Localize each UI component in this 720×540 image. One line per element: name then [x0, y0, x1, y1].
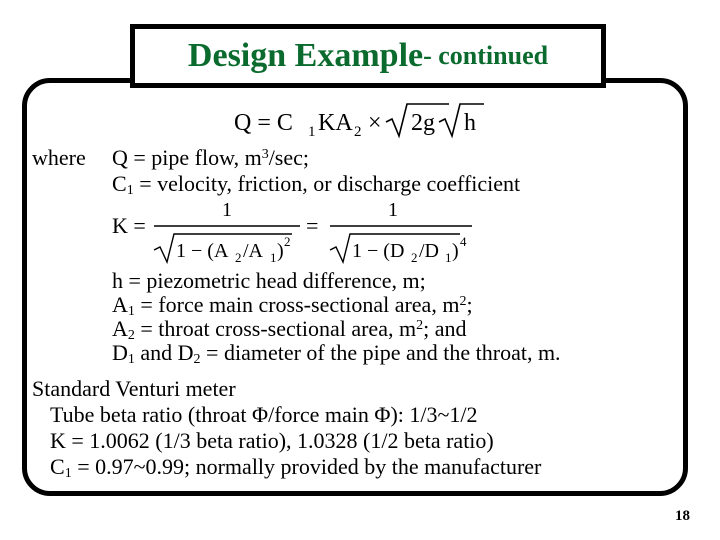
svg-text:/D: /D [419, 240, 439, 262]
svg-text:1: 1 [388, 199, 398, 221]
svg-text:2: 2 [235, 250, 242, 265]
svg-text:×: × [368, 110, 382, 136]
svg-text:KA: KA [318, 110, 353, 136]
title-box [130, 24, 606, 88]
k-equation [110, 198, 480, 266]
svg-text:1: 1 [445, 250, 452, 265]
slide-title: Design Example [187, 37, 424, 74]
svg-text:2: 2 [411, 250, 418, 265]
main-equation [234, 96, 494, 142]
svg-text:=: = [306, 213, 319, 238]
page-number: 18 [675, 508, 690, 524]
slide-subtitle: - continued [423, 41, 549, 70]
svg-text:/A: /A [243, 240, 263, 262]
svg-text:1: 1 [308, 124, 316, 140]
svg-text:h: h [464, 110, 476, 136]
h-definition: h = piezometric head difference, m; [112, 268, 426, 293]
standard-heading: Standard Venturi meter [32, 376, 236, 401]
svg-text:): ) [277, 240, 284, 262]
svg-text:1: 1 [222, 199, 232, 221]
c1-values-line: $C_1$ = 0.97~0.99; normally provided by the manufacturer [50, 454, 542, 481]
svg-text:2: 2 [354, 124, 362, 140]
svg-text:K =: K = [112, 213, 146, 238]
where-label: where [32, 145, 86, 170]
svg-text:): ) [452, 240, 459, 262]
svg-text:1 − (D: 1 − (D [352, 240, 405, 262]
a1-definition: $A_1$ = force main cross-sectional area, $m^2$; [112, 292, 473, 319]
svg-text:1 − (A: 1 − (A [176, 240, 229, 262]
svg-text:1: 1 [270, 250, 277, 265]
a2-definition: $A_2$ = throat cross-sectional area, $m^2$; and [112, 316, 467, 343]
svg-text:2g: 2g [411, 110, 435, 136]
q-definition: Q = pipe flow, $m^3/\sec$; [112, 145, 310, 170]
d-definition: $D_1$ and $D_2$ = diameter of the pipe and the throat, m. [112, 340, 561, 367]
beta-ratio-line: Tube beta ratio (throat Φ/force main Φ): 1/3~1/2 [50, 402, 478, 427]
svg-text:4: 4 [460, 234, 467, 249]
c1-definition: $C_1$ = velocity, friction, or discharge coefficient [112, 171, 521, 198]
k-values-line: K = 1.0062 (1/3 beta ratio), 1.0328 (1/2 beta ratio) [50, 428, 494, 453]
svg-text:2: 2 [284, 234, 291, 249]
svg-text:Q = C: Q = C [234, 110, 293, 136]
